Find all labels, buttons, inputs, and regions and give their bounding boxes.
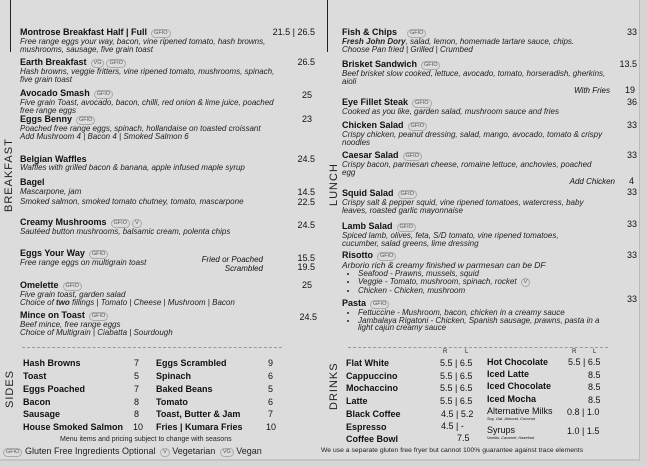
side-name: Tomato <box>156 397 188 407</box>
variant: • Chicken - Chicken, mushroom <box>358 287 530 295</box>
menu-item <box>342 59 637 95</box>
drink-price: 8.5 <box>588 370 601 380</box>
drink-name: Hot Chocolate <box>487 357 549 367</box>
gfio-badge: GFIO <box>412 99 431 108</box>
dietary-legend <box>3 446 262 457</box>
item-desc: Free range eggs on multigrain toast <box>20 258 147 267</box>
side-price: 5 <box>268 384 274 394</box>
item-name: Eye Fillet Steak <box>342 97 409 107</box>
drink-price: 8.5 <box>588 395 601 405</box>
menu-item <box>342 97 637 116</box>
menu-item <box>342 150 637 186</box>
side-name: Toast <box>23 371 47 381</box>
side-price: 5 <box>134 371 140 381</box>
divider <box>348 347 608 348</box>
drink-name: Coffee Bowl <box>346 434 399 444</box>
variant: • Jambalaya Rigatoni - Chicken, Spanish sausage, prawns, pasta in a light cajun creamy sauce <box>358 317 608 332</box>
legend-vg: Vegan <box>236 446 262 456</box>
drink-name: Latte <box>346 396 368 406</box>
fish-name: Fresh John Dory <box>342 37 406 46</box>
gfio-badge: GFIO <box>398 190 417 199</box>
item-desc: Free range eggs your way, bacon, vine ripened tomato, hash browns, mushrooms, sausage, five grain toast <box>20 37 266 54</box>
legend-gfio: Gluten Free Ingredients Optional <box>24 446 156 456</box>
side-price: 6 <box>268 371 274 381</box>
side-price: 8 <box>134 397 140 407</box>
item-name: Mince on Toast <box>20 310 85 320</box>
item-price: 14.5 <box>297 187 315 197</box>
item-desc: Hash browns, veggie fritters, vine ripened tomato, mushrooms, spinach, five grain toast <box>20 67 275 84</box>
item-name: Chicken Salad <box>342 120 404 130</box>
menu-item <box>20 177 315 207</box>
menu-item <box>20 310 315 336</box>
side-name: Sausage <box>23 409 61 419</box>
variant: • Fettuccine - Mushroom, bacon, chicken in a creamy sauce <box>358 309 608 317</box>
menu-item <box>342 250 637 294</box>
gfio-badge: GFIO <box>89 312 108 321</box>
menu-item <box>342 188 637 214</box>
menu-item <box>20 27 315 53</box>
drink-options: Soy, Oat, Almond, Coconut <box>487 416 536 421</box>
side-name: Baked Beans <box>156 384 213 394</box>
item-name: Brisket Sandwich <box>342 59 418 69</box>
item-price: 33 <box>626 27 637 37</box>
item-desc <box>342 38 587 53</box>
item-name: Squid Salad <box>342 188 394 198</box>
item-desc: Beef mince, free range eggs <box>20 320 121 329</box>
option-price: 4 <box>628 176 634 186</box>
item-desc: Five grain toast, garden salad <box>20 290 126 299</box>
item-desc: Arborio rich & creamy finished w parmesan can be DF <box>342 260 546 270</box>
drink-name: Espresso <box>346 422 387 432</box>
drink-label: Syrups <box>487 425 516 435</box>
item-name: Earth Breakfast <box>20 57 87 67</box>
side-price: 9 <box>268 358 274 368</box>
option-price: 19 <box>624 85 635 95</box>
side-name: Spinach <box>156 371 192 381</box>
item-price: 22.5 <box>297 197 315 207</box>
item-price: 23 <box>301 114 312 124</box>
item-price: 24.5 <box>297 154 315 164</box>
item-price: 15.5 <box>297 253 315 263</box>
drink-price: 5.5 | 6.5 <box>440 383 473 393</box>
item-price: 25 <box>301 280 312 290</box>
menu-item <box>20 217 315 236</box>
item-price: 24.5 <box>297 220 315 230</box>
item-name: Montrose Breakfast Half | Full <box>20 27 148 37</box>
drink-name: Iced Chocolate <box>487 381 552 391</box>
item-desc: Choice of Multigrain | Ciabatta | Sourdough <box>20 327 173 337</box>
drink-price: 0.8 | 1.0 <box>567 407 600 417</box>
fillings-text: Choice of <box>20 297 57 307</box>
variant-list <box>358 309 608 332</box>
item-name: Eggs Benny <box>20 114 73 124</box>
menu-item <box>20 57 315 83</box>
item-price: 26.5 <box>297 57 315 67</box>
side-price: 8 <box>134 409 140 419</box>
item-name: Caesar Salad <box>342 150 399 160</box>
item-price: 33 <box>626 219 637 229</box>
menu-item <box>20 280 315 306</box>
gfio-badge: GFIO <box>63 282 82 291</box>
item-name: Risotto <box>342 250 373 260</box>
gfio-badge: GFIO <box>111 219 130 228</box>
side-name: Eggs Scrambled <box>156 358 227 368</box>
v-badge: V <box>160 448 170 457</box>
side-price: 7 <box>134 384 140 394</box>
drink-name: Iced Latte <box>487 369 530 379</box>
drink-name: Iced Mocha <box>487 394 537 404</box>
item-name: Bagel <box>20 177 45 187</box>
item-desc: Cooked as you like, garden salad, mushroom sauce and fries <box>342 107 560 116</box>
item-price: 25 <box>301 90 312 100</box>
divider <box>10 0 11 52</box>
gfio-badge: GFIO <box>408 122 427 131</box>
menu-item <box>20 154 315 172</box>
fryer-note: We use a separate gluten free fryer but cannot 100% guarantee against trace elements <box>321 447 584 454</box>
drink-label: Alternative Milks <box>487 406 553 416</box>
item-desc: Crispy bacon, parmesan cheese, romaine lettuce, anchovies, poached egg <box>342 160 592 177</box>
gfio-badge: GFIO <box>421 61 440 70</box>
drink-price: 4.5 | 5.2 <box>441 409 474 419</box>
gfio-badge: GFIO <box>151 29 170 38</box>
gfio-badge: GFIO <box>397 223 416 232</box>
drink-name: Black Coffee <box>346 409 401 419</box>
drink-price: 8.5 <box>588 382 601 392</box>
menu-item <box>342 120 637 146</box>
side-price: 6 <box>268 397 274 407</box>
item-price: 19.5 <box>297 262 315 272</box>
side-price: 7 <box>268 409 274 419</box>
item-name: Belgian Waffles <box>20 154 87 164</box>
side-price: 10 <box>133 422 144 432</box>
size-regular: R <box>443 349 448 355</box>
menu-item <box>342 294 637 333</box>
menu-item <box>342 221 637 247</box>
side-price: 7 <box>134 358 140 368</box>
item-price: 24.5 <box>299 312 317 322</box>
gfio-badge: GFIO <box>3 448 22 457</box>
item-addons: Add Mushroom 4 | Bacon 4 | Smoked Salmon 6 <box>20 131 189 141</box>
side-name: Bacon <box>23 397 51 407</box>
side-price: 10 <box>266 422 277 432</box>
section-drinks: DRINKS <box>328 362 340 410</box>
vg-badge: VG <box>220 448 234 457</box>
gfio-badge: GFIO <box>94 90 113 99</box>
gfio-badge: GFIO <box>76 116 95 125</box>
gfio-badge: GFIO <box>89 250 108 259</box>
drink-price: 5.5 | 6.5 <box>440 396 473 406</box>
section-sides: SIDES <box>4 369 16 408</box>
option-label: Fried or Poached <box>201 255 263 264</box>
item-name: Creamy Mushrooms <box>20 217 107 227</box>
drink-name <box>487 406 553 421</box>
drink-name <box>487 425 534 440</box>
item-price: 33 <box>626 150 637 160</box>
side-name: Toast, Butter & Jam <box>156 409 241 419</box>
desc-text: , salad, lemon, homemade tartare sauce, chips. Choose Pan fried | Grilled | Crumbed <box>342 37 575 54</box>
drink-name: Mochaccino <box>346 383 399 393</box>
section-breakfast: BREAKFAST <box>3 138 15 212</box>
legend-v: Vegetarian <box>172 446 216 456</box>
drink-options: Vanilla, Caramel, Hazelnut <box>487 435 535 440</box>
divider <box>22 347 282 348</box>
drink-price: 5.5 | 6.5 <box>568 357 601 367</box>
item-name: Fish & Chips <box>342 27 398 37</box>
drink-price: 7.5 <box>457 433 470 443</box>
item-fillings <box>20 299 235 307</box>
fillings-text: fillings | Tomato | Cheese | Mushroom | Bacon <box>69 297 235 307</box>
option-label: Add Chicken <box>569 177 615 186</box>
size-regular: R <box>572 349 577 355</box>
variant-text: Veggie - Tomato, mushroom, spinach, rocket <box>358 276 517 286</box>
option-label: Scrambled <box>224 264 263 273</box>
option-label: With Fries <box>574 86 610 95</box>
size-large: L <box>593 349 597 355</box>
item-desc: Five grain Toast, avocado, bacon, chilli, red onion & lime juice, poached free range eggs <box>20 98 274 115</box>
divider <box>327 0 328 52</box>
item-name: Eggs Your Way <box>20 248 85 258</box>
side-name: Fries | Kumara Fries <box>156 422 243 432</box>
item-name: Omelette <box>20 280 59 290</box>
gfio-badge: GFIO <box>377 252 396 261</box>
item-price: 33 <box>626 250 637 260</box>
item-name: Pasta <box>342 298 367 308</box>
item-name: Avocado Smash <box>20 88 90 98</box>
gfio-badge: GFIO <box>403 152 422 161</box>
fillings-count: two <box>56 297 70 307</box>
size-large: L <box>465 349 469 355</box>
seasonal-note: Menu items and pricing subject to change with seasons <box>60 436 232 443</box>
item-desc: Poached free range eggs, spinach, hollandaise on toasted croissant <box>20 124 261 133</box>
drink-price: 5.5 | 6.5 <box>440 358 473 368</box>
drink-price: 4.5 | - <box>441 421 464 431</box>
item-price: 21.5 | 26.5 <box>272 27 315 37</box>
menu-item <box>20 248 315 273</box>
item-price: 33 <box>626 120 637 130</box>
side-name: Eggs Poached <box>23 384 86 394</box>
vg-badge: VG <box>91 59 105 68</box>
side-name: Hash Browns <box>23 358 81 368</box>
item-desc: Crispy chicken, peanut dressing, salad, mango, avocado, tomato & crispy noodles <box>342 130 603 147</box>
item-desc: Mascarpone, jam <box>20 187 82 196</box>
item-desc: Spiced lamb, olives, feta, S/D tomato, vine ripened tomatoes, cucumber, salad greens, lime dressing <box>342 231 559 248</box>
drink-price: 1.0 | 1.5 <box>567 426 600 436</box>
gfio-badge: GFIO <box>106 59 125 68</box>
item-price: 13.5 <box>619 59 637 69</box>
v-badge: V <box>521 278 531 287</box>
item-desc: Waffles with grilled bacon & banana, apple infused maple syrup <box>20 163 245 172</box>
item-price: 36 <box>626 97 637 107</box>
item-price: 33 <box>626 187 637 197</box>
variant-list <box>358 270 530 294</box>
item-desc: Sautéed button mushrooms, balsamic cream, polenta chips <box>20 227 231 236</box>
item-desc: Smoked salmon, smoked tomato chutney, tomato, mascarpone <box>20 197 244 206</box>
gfio-badge: GFIO <box>407 29 426 38</box>
menu-item <box>20 88 315 114</box>
drink-price: 5.5 | 6.5 <box>440 371 473 381</box>
menu-item <box>20 114 315 140</box>
section-lunch: LUNCH <box>328 163 340 206</box>
gfio-badge: GFIO <box>370 300 389 309</box>
variant: • Seafood - Prawns, mussels, squid <box>358 270 530 278</box>
item-price: 33 <box>626 294 637 304</box>
v-badge: V <box>132 219 142 228</box>
item-name: Lamb Salad <box>342 221 393 231</box>
item-desc: Crispy salt & pepper squid, vine ripened tomatoes, watercress, baby leaves, roasted garlic mayonnaise <box>342 198 584 215</box>
drink-name: Cappuccino <box>346 371 398 381</box>
item-desc: Beef brisket slow cooked, lettuce, avocado, tomato, horseradish, gherkins, aioli <box>342 69 606 86</box>
drink-name: Flat White <box>346 358 389 368</box>
menu-item <box>342 27 637 53</box>
side-name: House Smoked Salmon <box>23 422 124 432</box>
